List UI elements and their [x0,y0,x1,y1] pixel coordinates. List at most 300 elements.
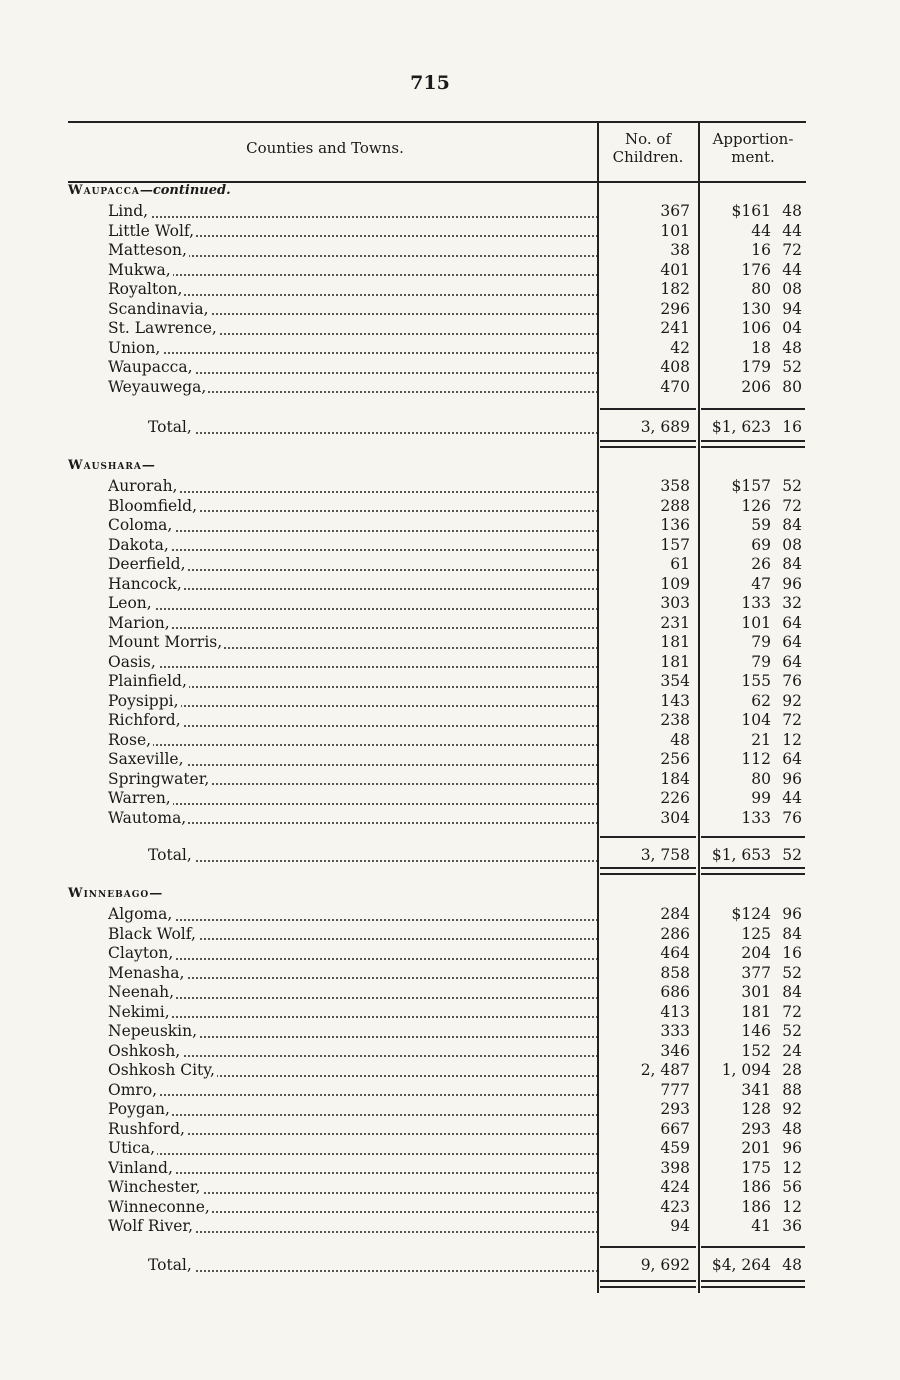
total-rule-children [600,446,696,448]
children-count: 101 [660,221,690,240]
total-rule-children [600,1280,696,1282]
children-count: 157 [660,535,690,554]
apportionment-dollars: 79 [751,652,771,671]
town-name [108,319,598,339]
town-name [108,358,598,378]
town-name-text: Clayton, [108,944,174,962]
children-count: 2, 487 [640,1061,690,1079]
town-name-text: Poygan, [108,1100,170,1118]
apportionment-dollars: 175 [741,1158,771,1177]
apportionment-dollars: 80 [751,769,771,788]
town-name-text: Black Wolf, [108,924,196,943]
town-name-text: Vinland, [108,1158,173,1177]
town-name-text: Rose, [108,730,152,749]
town-name-text: Warren, [108,789,171,807]
apportionment-cents: 24 [782,1041,802,1060]
total-rule-apportionment [701,446,805,448]
apportionment-dollars: 1, 094 [721,1061,771,1079]
children-count: 777 [660,1080,690,1099]
children-count: 181 [660,633,690,651]
apportionment-dollars: 155 [741,672,771,690]
town-name [108,300,598,320]
apportionment-cents: 72 [782,241,802,259]
apportionment-cents: 64 [782,633,802,651]
table-row [0,1003,900,1023]
apportionment-dollars: 133 [741,594,771,612]
town-name [108,809,598,829]
section-heading [68,458,155,473]
town-name-text: Coloma, [108,516,173,534]
table-row [0,1178,900,1198]
town-name [108,261,598,281]
children-count: 401 [660,260,690,279]
town-name [108,575,598,595]
apportionment-dollars: 152 [741,1041,771,1060]
apportionment-dollars: 99 [751,789,771,807]
subtotal-rule-children [600,408,696,410]
children-count: 288 [660,496,690,515]
children-count: 241 [660,319,690,337]
town-name [108,672,598,692]
apportionment-cents: 16 [782,418,802,436]
children-count: 3, 689 [640,418,690,436]
town-name [108,692,598,712]
apportionment-dollars: 126 [741,496,771,515]
town-name-text: Wautoma, [108,808,187,827]
town-name [148,418,598,438]
town-name [108,789,598,809]
town-name-text: Matteson, [108,241,187,259]
apportionment-dollars: 44 [751,221,771,240]
table-row [0,964,900,984]
town-name [108,594,598,614]
town-name [108,770,598,790]
apportionment-cents: 12 [782,1197,802,1216]
section-title: Waushara [68,458,142,473]
table-row [0,1139,900,1159]
children-count: 293 [660,1100,690,1118]
apportionment-cents: 36 [782,1217,802,1235]
children-count: 346 [660,1041,690,1060]
apportionment-cents: 84 [782,924,802,943]
apportionment-cents: 12 [782,730,802,749]
town-name [148,1256,598,1276]
town-name [108,633,598,653]
header-children-line1: No. of [624,130,671,148]
town-name-text: Winneconne, [108,1197,210,1216]
apportionment-cents: 72 [782,711,802,729]
children-count: 143 [660,691,690,710]
town-name-text: Rushford, [108,1119,185,1138]
apportionment-cents: 44 [782,789,802,807]
apportionment-cents: 84 [782,983,802,1001]
subtotal-rule-apportionment [701,836,805,838]
town-name-text: Nepeuskin, [108,1022,198,1040]
children-count: 184 [660,769,690,788]
children-count: 398 [660,1158,690,1177]
town-name [108,241,598,261]
apportionment-cents: 76 [782,672,802,690]
apportionment-dollars: 186 [741,1197,771,1216]
apportionment-dollars: 125 [741,924,771,943]
apportionment-cents: 52 [782,846,802,864]
apportionment-dollars: $1, 653 [711,846,771,864]
apportionment-cents: 92 [782,691,802,710]
town-name-text: Total, [148,418,192,436]
town-name-text: Weyauwega, [108,377,207,396]
apportionment-dollars: 128 [741,1100,771,1118]
apportionment-dollars: 204 [741,944,771,962]
town-name [108,925,598,945]
children-count: 667 [660,1119,690,1138]
children-count: 181 [660,652,690,671]
town-name-text: Bloomfield, [108,496,198,515]
town-name-text: Richford, [108,711,181,729]
table-row [0,1217,900,1237]
apportionment-cents: 48 [782,1256,802,1274]
table-row [0,339,900,359]
children-count: 284 [660,905,690,923]
children-count: 424 [660,1178,690,1196]
children-count: 423 [660,1197,690,1216]
children-count: 408 [660,358,690,376]
table-row [0,731,900,751]
town-name-text: Leon, [108,594,152,612]
apportionment-dollars: $4, 264 [711,1256,771,1274]
section-title: Waupacca [68,183,140,198]
table-row [0,1120,900,1140]
apportionment-cents: 48 [782,1119,802,1138]
town-name-text: Royalton, [108,280,183,298]
town-name-text: Oasis, [108,652,156,671]
children-count: 226 [660,789,690,807]
apportionment-dollars: 101 [741,613,771,632]
apportionment-dollars: 104 [741,711,771,729]
children-count: 333 [660,1022,690,1040]
children-count: 109 [660,574,690,593]
town-name [108,497,598,517]
town-name-text: Marion, [108,613,170,632]
children-count: 182 [660,280,690,298]
apportionment-dollars: 106 [741,319,771,337]
total-rule-children [600,867,696,869]
apportionment-dollars: 186 [741,1178,771,1196]
table-row [0,1061,900,1081]
town-name-text: Oshkosh, [108,1041,181,1060]
header-children-line2: Children. [612,148,684,166]
town-name-text: Springwater, [108,769,210,788]
children-count: 858 [660,963,690,982]
children-count: 256 [660,750,690,768]
total-row [0,846,900,866]
town-name [108,711,598,731]
section-title: Winnebago [68,886,150,901]
total-rule-apportionment [701,873,805,875]
town-name-text: Oshkosh City, [108,1061,215,1079]
town-name-text: Mount Morris, [108,633,223,651]
children-count: 42 [670,338,690,357]
total-row [0,418,900,438]
town-name [108,1042,598,1062]
town-name-text: Lind, [108,202,149,220]
town-name [108,477,598,497]
apportionment-cents: 28 [782,1061,802,1079]
table-row [0,300,900,320]
apportionment-cents: 96 [782,769,802,788]
apportionment-dollars: 16 [751,241,771,259]
apportionment-dollars: $157 [731,477,771,495]
town-name-text: Mukwa, [108,260,171,279]
town-name-text: Wolf River, [108,1217,194,1235]
apportionment-dollars: 301 [741,983,771,1001]
table-row [0,672,900,692]
town-name-text: St. Lawrence, [108,319,217,337]
table-row [0,1022,900,1042]
town-name [108,1061,598,1081]
table-row [0,477,900,497]
table-row [0,925,900,945]
table-row [0,789,900,809]
town-name [108,1217,598,1237]
table-row [0,594,900,614]
children-count: 9, 692 [640,1256,690,1274]
apportionment-cents: 72 [782,496,802,515]
header-apportionment [701,130,805,166]
town-name-text: Little Wolf, [108,221,195,240]
apportionment-dollars: 112 [741,750,771,768]
table-row [0,1198,900,1218]
apportionment-cents: 32 [782,594,802,612]
town-name [108,905,598,925]
town-name [108,536,598,556]
table-row [0,614,900,634]
table-row [0,536,900,556]
table-row [0,750,900,770]
children-count: 303 [660,594,690,612]
children-count: 94 [670,1217,690,1235]
town-name-text: Saxeville, [108,750,184,768]
table-row [0,222,900,242]
total-row [0,1256,900,1276]
apportionment-cents: 88 [782,1080,802,1099]
total-rule-apportionment [701,867,805,869]
apportionment-dollars: 130 [741,299,771,318]
apportionment-dollars: 293 [741,1119,771,1138]
table-row [0,241,900,261]
table-row [0,261,900,281]
subtotal-rule-apportionment [701,1246,805,1248]
apportionment-cents: 44 [782,260,802,279]
apportionment-dollars: 181 [741,1002,771,1021]
town-name-text: Neenah, [108,983,175,1001]
apportionment-dollars: 201 [741,1139,771,1157]
table-row [0,1100,900,1120]
town-name-text: Utica, [108,1139,156,1157]
town-name [108,280,598,300]
apportionment-cents: 64 [782,613,802,632]
apportionment-cents: 44 [782,221,802,240]
town-name [108,1100,598,1120]
town-name [108,1159,598,1179]
apportionment-dollars: 62 [751,691,771,710]
apportionment-cents: 92 [782,1100,802,1118]
apportionment-dollars: $1, 623 [711,418,771,436]
children-count: 48 [670,730,690,749]
apportionment-dollars: 133 [741,808,771,827]
apportionment-dollars: 59 [751,516,771,534]
table-row [0,633,900,653]
table-row [0,358,900,378]
town-name-text: Omro, [108,1080,158,1099]
section-heading [68,183,231,198]
apportionment-dollars: $161 [731,202,771,220]
apportionment-dollars: 206 [741,377,771,396]
apportionment-cents: 04 [782,319,802,337]
page-number: 715 [410,72,450,94]
town-name [108,339,598,359]
apportionment-cents: 52 [782,1022,802,1040]
apportionment-dollars: 341 [741,1080,771,1099]
town-name-text: Aurorah, [108,477,178,495]
town-name [108,983,598,1003]
apportionment-cents: 84 [782,555,802,573]
apportionment-cents: 12 [782,1158,802,1177]
children-count: 304 [660,808,690,827]
apportionment-dollars: 80 [751,280,771,298]
town-name [108,1120,598,1140]
section-title-suffix: — [149,886,163,901]
apportionment-dollars: 146 [741,1022,771,1040]
apportionment-cents: 76 [782,808,802,827]
total-rule-apportionment [701,440,805,442]
apportionment-dollars: 176 [741,260,771,279]
town-name-text: Total, [148,846,192,864]
table-row [0,280,900,300]
apportionment-cents: 72 [782,1002,802,1021]
town-name [108,614,598,634]
town-name [108,750,598,770]
table-row [0,516,900,536]
town-name [148,846,598,866]
children-count: 686 [660,983,690,1001]
total-rule-children [600,873,696,875]
section-title-suffix: —continued. [139,183,231,198]
town-name [108,222,598,242]
apportionment-dollars: $124 [731,905,771,923]
apportionment-dollars: 179 [741,358,771,376]
town-name [108,555,598,575]
apportionment-cents: 08 [782,280,802,298]
children-count: 61 [670,555,690,573]
town-name-text: Plainfield, [108,672,187,690]
town-name-text: Poysippi, [108,691,179,710]
town-name [108,1139,598,1159]
town-name-text: Hancock, [108,574,182,593]
apportionment-cents: 16 [782,944,802,962]
total-rule-children [600,1286,696,1288]
total-rule-children [600,440,696,442]
apportionment-dollars: 377 [741,963,771,982]
town-name-text: Waupacca, [108,358,193,376]
apportionment-dollars: 21 [751,730,771,749]
apportionment-cents: 84 [782,516,802,534]
children-count: 354 [660,672,690,690]
town-name-text: Algoma, [108,905,173,923]
apportionment-dollars: 47 [751,574,771,593]
table-row [0,770,900,790]
header-no-of-children [600,130,696,166]
town-name-text: Deerfield, [108,555,186,573]
table-row [0,944,900,964]
apportionment-cents: 80 [782,377,802,396]
town-name [108,378,598,398]
town-name [108,1022,598,1042]
subtotal-rule-apportionment [701,408,805,410]
apportionment-cents: 64 [782,652,802,671]
apportionment-cents: 96 [782,574,802,593]
subtotal-rule-children [600,836,696,838]
children-count: 358 [660,477,690,495]
apportionment-cents: 94 [782,299,802,318]
total-rule-apportionment [701,1280,805,1282]
table-row [0,319,900,339]
apportionment-cents: 64 [782,750,802,768]
header-apportionment-line2: ment. [731,148,775,166]
town-name [108,1081,598,1101]
apportionment-cents: 48 [782,202,802,220]
children-count: 367 [660,202,690,220]
town-name [108,202,598,222]
town-name [108,516,598,536]
apportionment-cents: 48 [782,338,802,357]
table-row [0,1042,900,1062]
children-count: 238 [660,711,690,729]
apportionment-cents: 56 [782,1178,802,1196]
apportionment-cents: 52 [782,477,802,495]
apportionment-dollars: 26 [751,555,771,573]
town-name [108,964,598,984]
subtotal-rule-children [600,1246,696,1248]
town-name-text: Nekimi, [108,1002,170,1021]
header-counties-and-towns: Counties and Towns. [246,139,404,157]
apportionment-dollars: 69 [751,535,771,554]
children-count: 136 [660,516,690,534]
town-name-text: Scandinavia, [108,299,209,318]
children-count: 459 [660,1139,690,1157]
town-name [108,1178,598,1198]
town-name [108,944,598,964]
table-row [0,711,900,731]
table-row [0,1081,900,1101]
apportionment-cents: 96 [782,1139,802,1157]
table-row [0,497,900,517]
town-name-text: Winchester, [108,1178,201,1196]
table-row [0,1159,900,1179]
apportionment-dollars: 18 [751,338,771,357]
children-count: 464 [660,944,690,962]
town-name [108,1003,598,1023]
table-row [0,653,900,673]
apportionment-cents: 52 [782,358,802,376]
apportionment-cents: 96 [782,905,802,923]
section-heading [68,886,162,901]
children-count: 38 [670,241,690,259]
table-row [0,809,900,829]
town-name [108,731,598,751]
town-name-text: Union, [108,338,161,357]
total-rule-apportionment [701,1286,805,1288]
children-count: 231 [660,613,690,632]
